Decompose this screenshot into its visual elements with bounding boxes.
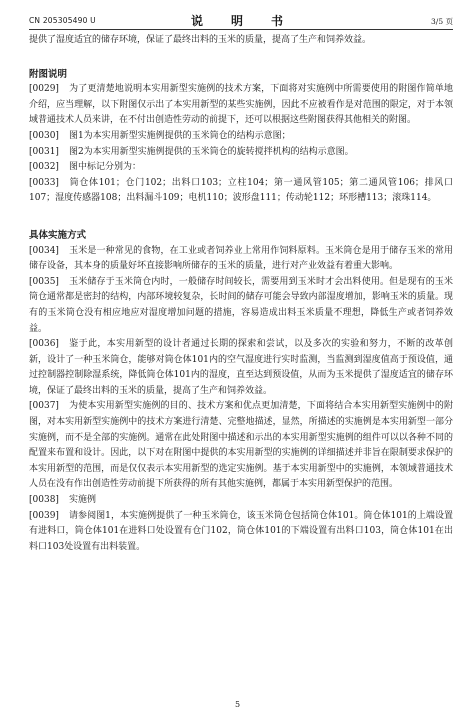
page-header bbox=[29, 12, 453, 30]
paragraph-number: [0037] bbox=[29, 401, 59, 412]
paragraph-text: 为使本实用新型实施例的目的、技术方案和优点更加清楚，下面将结合本实用新型实施例中的附图，对本实用新型实施例中的技术方案进行清楚、完整地描述，显然，所描述的实施例是本实用新型一部分实施例，而不是全部的实施例。通常在此处附图中描述和示出的本实用新型实施例的组件可以以各种不同的配置来布置和设计。因此，以下对在附图中提供的本实用新型的实施例的详细描述并非旨在限制要求保护的本实用新型的范围，而是仅仅表示本实用新型的选定实施例。基于本实用新型中的实施例，本领域普通技术人员在没有作出创造性劳动前提下所获得的所有其他实施例，都属于本实用新型保护的范围。 bbox=[29, 401, 453, 490]
paragraph-number: [0038] bbox=[29, 495, 59, 506]
paragraph-number: [0039] bbox=[29, 510, 59, 521]
paragraph-0038 bbox=[29, 493, 453, 509]
paragraph-text: 实施例 bbox=[68, 495, 96, 506]
paragraph-number: [0030] bbox=[29, 130, 59, 141]
document-body bbox=[29, 33, 453, 555]
paragraph-number: [0032] bbox=[29, 162, 59, 173]
section-heading-drawings: 附图说明 bbox=[29, 68, 68, 80]
paragraph-0039 bbox=[29, 509, 453, 556]
paragraph-number: [0033] bbox=[29, 177, 59, 188]
paragraph-text: 鉴于此，本实用新型的设计者通过长期的探索和尝试，以及多次的实验和努力，不断的改革创新，设计了一种玉米筒仓，能够对筒仓体101内的空气湿度进行实时监测，当监测到湿度值高于预设值，通过控制器控制除湿系统，降低筒仓体101内的湿度，直至达到预设值，从而为玉米提供了湿度适宜的储存环境，保证了最终出料的玉米的质量，提高了生产和饲养效益。 bbox=[29, 339, 453, 396]
paragraph-text: 图2为本实用新型实施例提供的玉米筒仓的旋转搅拌机构的结构示意图。 bbox=[68, 146, 354, 157]
paragraph-0029 bbox=[29, 82, 453, 129]
paragraph-text: 玉米是一种常见的食物，在工业或者饲养业上常用作饲料原料。玉米筒仓是用于储存玉米的常用储存设备，其本身的质量好坏直接影响所储存的玉米的质量，进行对产业效益有着重大影响。 bbox=[29, 245, 453, 272]
paragraph-text: 图1为本实用新型实施例提供的玉米筒仓的结构示意图； bbox=[68, 130, 291, 141]
paragraph-0033 bbox=[29, 176, 453, 207]
paragraph-text: 图中标记分别为： bbox=[68, 162, 141, 173]
paragraph-0037 bbox=[29, 399, 453, 493]
paragraph-text: 筒仓体101；仓门102；出料口103；立柱104；第一通风管105；第二通风管106；排风口107；湿度传感器108；出料漏斗109；电机110；波形盘111；传动轮112；环形槽113；滚珠114。 bbox=[29, 177, 453, 204]
paragraph-text: 玉米储存于玉米筒仓内时，一般储存时间较长，需要用到玉米时才会出料使用。但是现有的玉米筒仓通常都是密封的结构，内部环境较复杂，长时间的储存可能会导致内部湿度增加，影响玉米的质量。现有的玉米筒仓没有相应地应对湿度增加问题的措施，容易造成出料玉米质量不理想，降低生产或者饲养效益。 bbox=[29, 276, 453, 334]
paragraph-number: [0036] bbox=[29, 339, 59, 350]
paragraph-0034 bbox=[29, 244, 453, 275]
page-number: 5 bbox=[234, 700, 241, 709]
paragraph-number: [0034] bbox=[29, 245, 59, 256]
page-indicator: 3/5 页 bbox=[431, 17, 453, 26]
paragraph-number: [0035] bbox=[29, 276, 59, 287]
paragraph-text: 请参阅图1，本实施例提供了一种玉米筒仓，该玉米筒仓包括筒仓体101。筒仓体101的上端设置有进料口，筒仓体101在进料口处设置有仓门102，筒仓体101的下端设置有出料口103，筒仓体101在出料口103处设置有出料装置。 bbox=[29, 510, 453, 552]
paragraph-number: [0031] bbox=[29, 146, 59, 157]
paragraph-number: [0029] bbox=[29, 84, 59, 95]
paragraph-0030 bbox=[29, 129, 453, 145]
paragraph-0035 bbox=[29, 275, 453, 337]
paragraph-0036 bbox=[29, 337, 453, 399]
continuation-text: 提供了湿度适宜的储存环境，保证了最终出料的玉米的质量，提高了生产和饲养效益。 bbox=[29, 35, 372, 45]
document-title: 说 明 书 bbox=[190, 14, 291, 28]
publication-number: CN 205305490 U bbox=[29, 16, 96, 25]
paragraph-0031 bbox=[29, 145, 453, 161]
paragraph-text: 为了更清楚地说明本实用新型实施例的技术方案，下面将对实施例中所需要使用的附图作简单地介绍，应当理解，以下附图仅示出了本实用新型的某些实施例，因此不应被看作是对范围的限定，对于本领域普通技术人员来讲，在不付出创造性劳动的前提下，还可以根据这些附图获得其他相关的附图。 bbox=[29, 84, 453, 126]
section-heading-embodiments: 具体实施方式 bbox=[29, 229, 87, 241]
paragraph-0032 bbox=[29, 160, 453, 176]
